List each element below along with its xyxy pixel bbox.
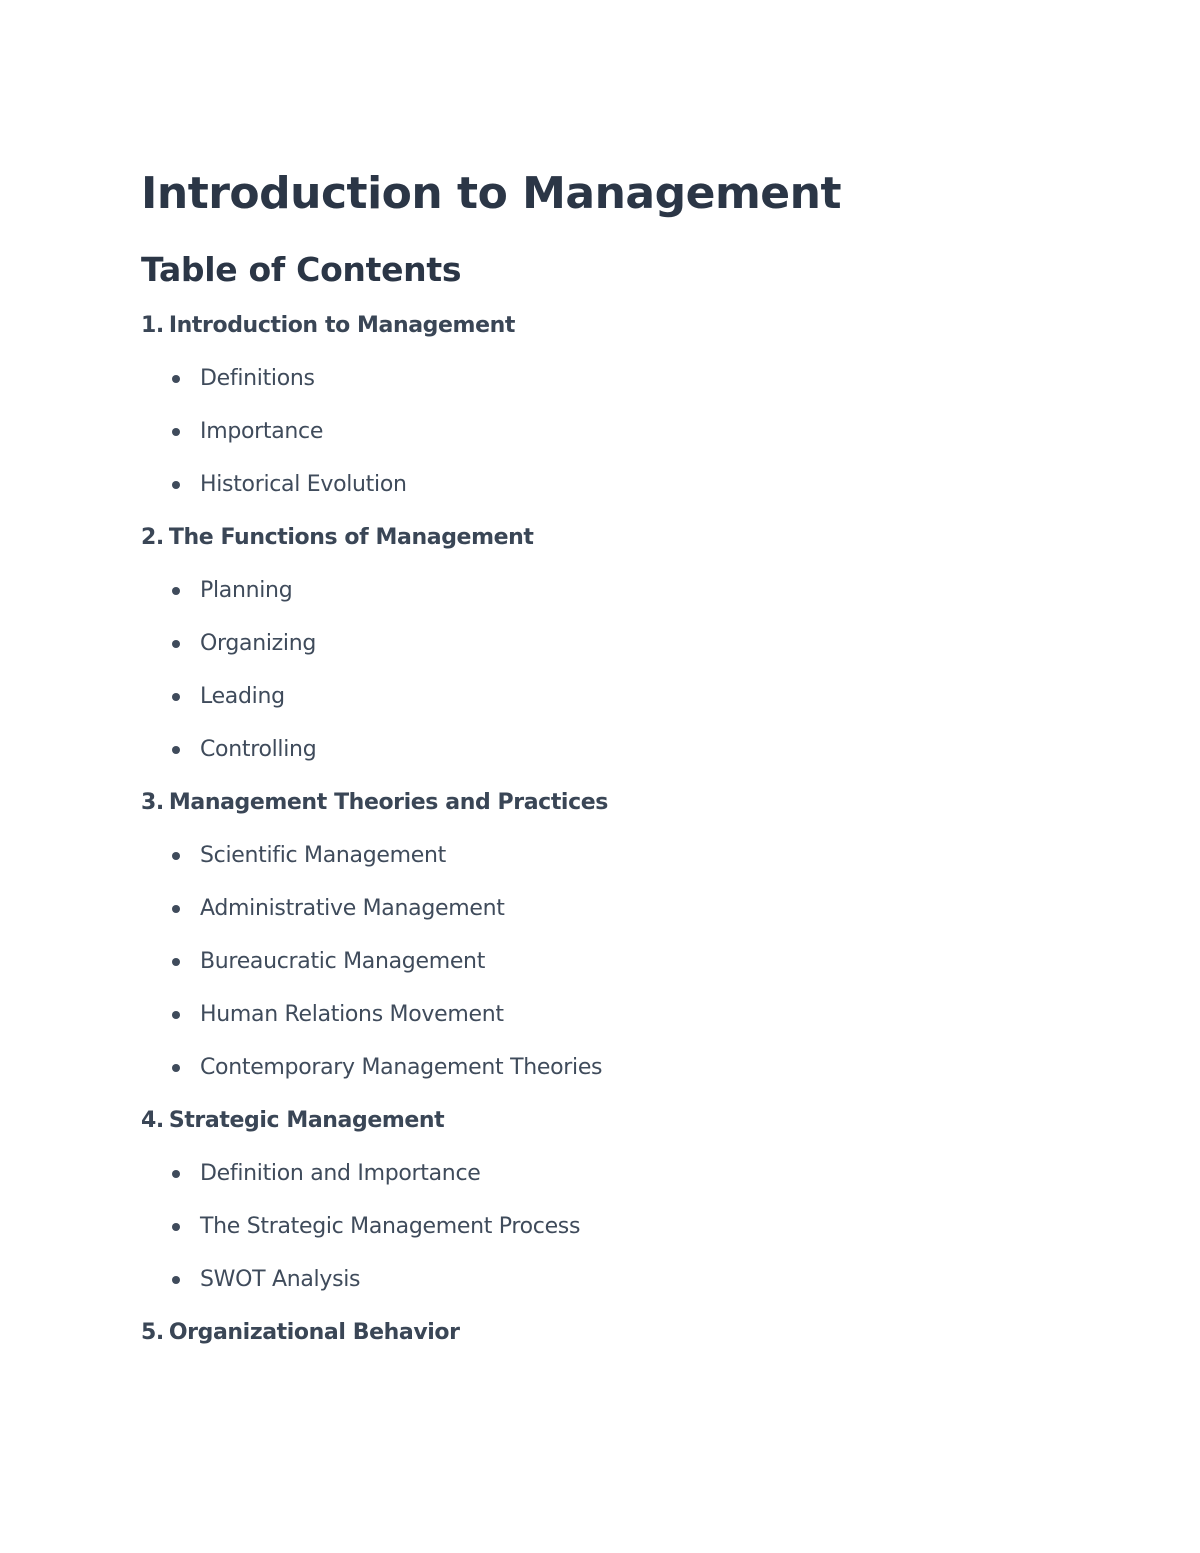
toc-subsection-item: [141, 948, 1041, 1001]
toc-subsection-label: Definitions: [200, 366, 315, 391]
bullet-icon: [172, 1011, 180, 1019]
bullet-icon: [172, 640, 180, 648]
bullet-icon: [172, 1170, 180, 1178]
bullet-icon: [172, 481, 180, 489]
toc-section-heading: [141, 1319, 1041, 1372]
bullet-icon: [172, 1223, 180, 1231]
toc-subsection-label: SWOT Analysis: [200, 1267, 361, 1292]
toc-subsection-item: [141, 736, 1041, 789]
toc-section-title: Organizational Behavior: [168, 1320, 460, 1345]
bullet-icon: [172, 375, 180, 383]
bullet-icon: [172, 746, 180, 754]
toc-subsection-label: The Strategic Management Process: [200, 1214, 581, 1239]
toc-subsection-label: Organizing: [200, 631, 317, 656]
toc-section-heading: [141, 312, 1041, 365]
table-of-contents: [141, 312, 1041, 1372]
toc-subsection-list: [141, 577, 1041, 789]
toc-subsection-item: [141, 365, 1041, 418]
toc-subsection-item: [141, 1266, 1041, 1319]
bullet-icon: [172, 1276, 180, 1284]
toc-subsection-item: [141, 683, 1041, 736]
toc-subsection-label: Historical Evolution: [200, 472, 407, 497]
toc-subsection-item: [141, 630, 1041, 683]
document-page: [141, 163, 1041, 1372]
toc-subsection-item: [141, 1054, 1041, 1107]
toc-section-title: Strategic Management: [168, 1108, 445, 1133]
toc-subsection-item: [141, 418, 1041, 471]
toc-subsection-label: Leading: [200, 684, 285, 709]
bullet-icon: [172, 905, 180, 913]
toc-section-title: The Functions of Management: [168, 525, 534, 550]
toc-section: [141, 1107, 1041, 1319]
toc-subsection-item: [141, 471, 1041, 524]
toc-subsection-label: Importance: [200, 419, 324, 444]
toc-section-title: Management Theories and Practices: [168, 790, 608, 815]
toc-section-number: 1.: [141, 313, 164, 338]
toc-subsection-label: Planning: [200, 578, 293, 603]
bullet-icon: [172, 1064, 180, 1072]
toc-subsection-label: Scientific Management: [200, 843, 446, 868]
toc-subsection-label: Administrative Management: [200, 896, 505, 921]
toc-section: [141, 312, 1041, 524]
toc-subsection-list: [141, 1160, 1041, 1319]
bullet-icon: [172, 958, 180, 966]
toc-section-number: 2.: [141, 525, 164, 550]
toc-section-title: Introduction to Management: [168, 313, 515, 338]
toc-section-number: 3.: [141, 790, 164, 815]
bullet-icon: [172, 428, 180, 436]
toc-section-number: 4.: [141, 1108, 164, 1133]
toc-section-heading: [141, 1107, 1041, 1160]
toc-subsection-label: Controlling: [200, 737, 317, 762]
bullet-icon: [172, 587, 180, 595]
toc-subsection-label: Human Relations Movement: [200, 1002, 504, 1027]
toc-subsection-label: Definition and Importance: [200, 1161, 481, 1186]
toc-section-heading: [141, 524, 1041, 577]
toc-section: [141, 1319, 1041, 1372]
document-title: Introduction to Management: [141, 168, 842, 219]
toc-section-heading: [141, 789, 1041, 842]
toc-subsection-label: Contemporary Management Theories: [200, 1055, 603, 1080]
toc-subsection-list: [141, 365, 1041, 524]
bullet-icon: [172, 852, 180, 860]
toc-subsection-item: [141, 895, 1041, 948]
toc-heading: Table of Contents: [141, 250, 462, 289]
toc-subsection-item: [141, 577, 1041, 630]
toc-subsection-list: [141, 842, 1041, 1107]
toc-section: [141, 524, 1041, 789]
toc-subsection-item: [141, 1001, 1041, 1054]
toc-subsection-item: [141, 1160, 1041, 1213]
toc-subsection-label: Bureaucratic Management: [200, 949, 486, 974]
toc-section: [141, 789, 1041, 1107]
toc-section-number: 5.: [141, 1320, 164, 1345]
bullet-icon: [172, 693, 180, 701]
toc-subsection-item: [141, 1213, 1041, 1266]
toc-subsection-item: [141, 842, 1041, 895]
